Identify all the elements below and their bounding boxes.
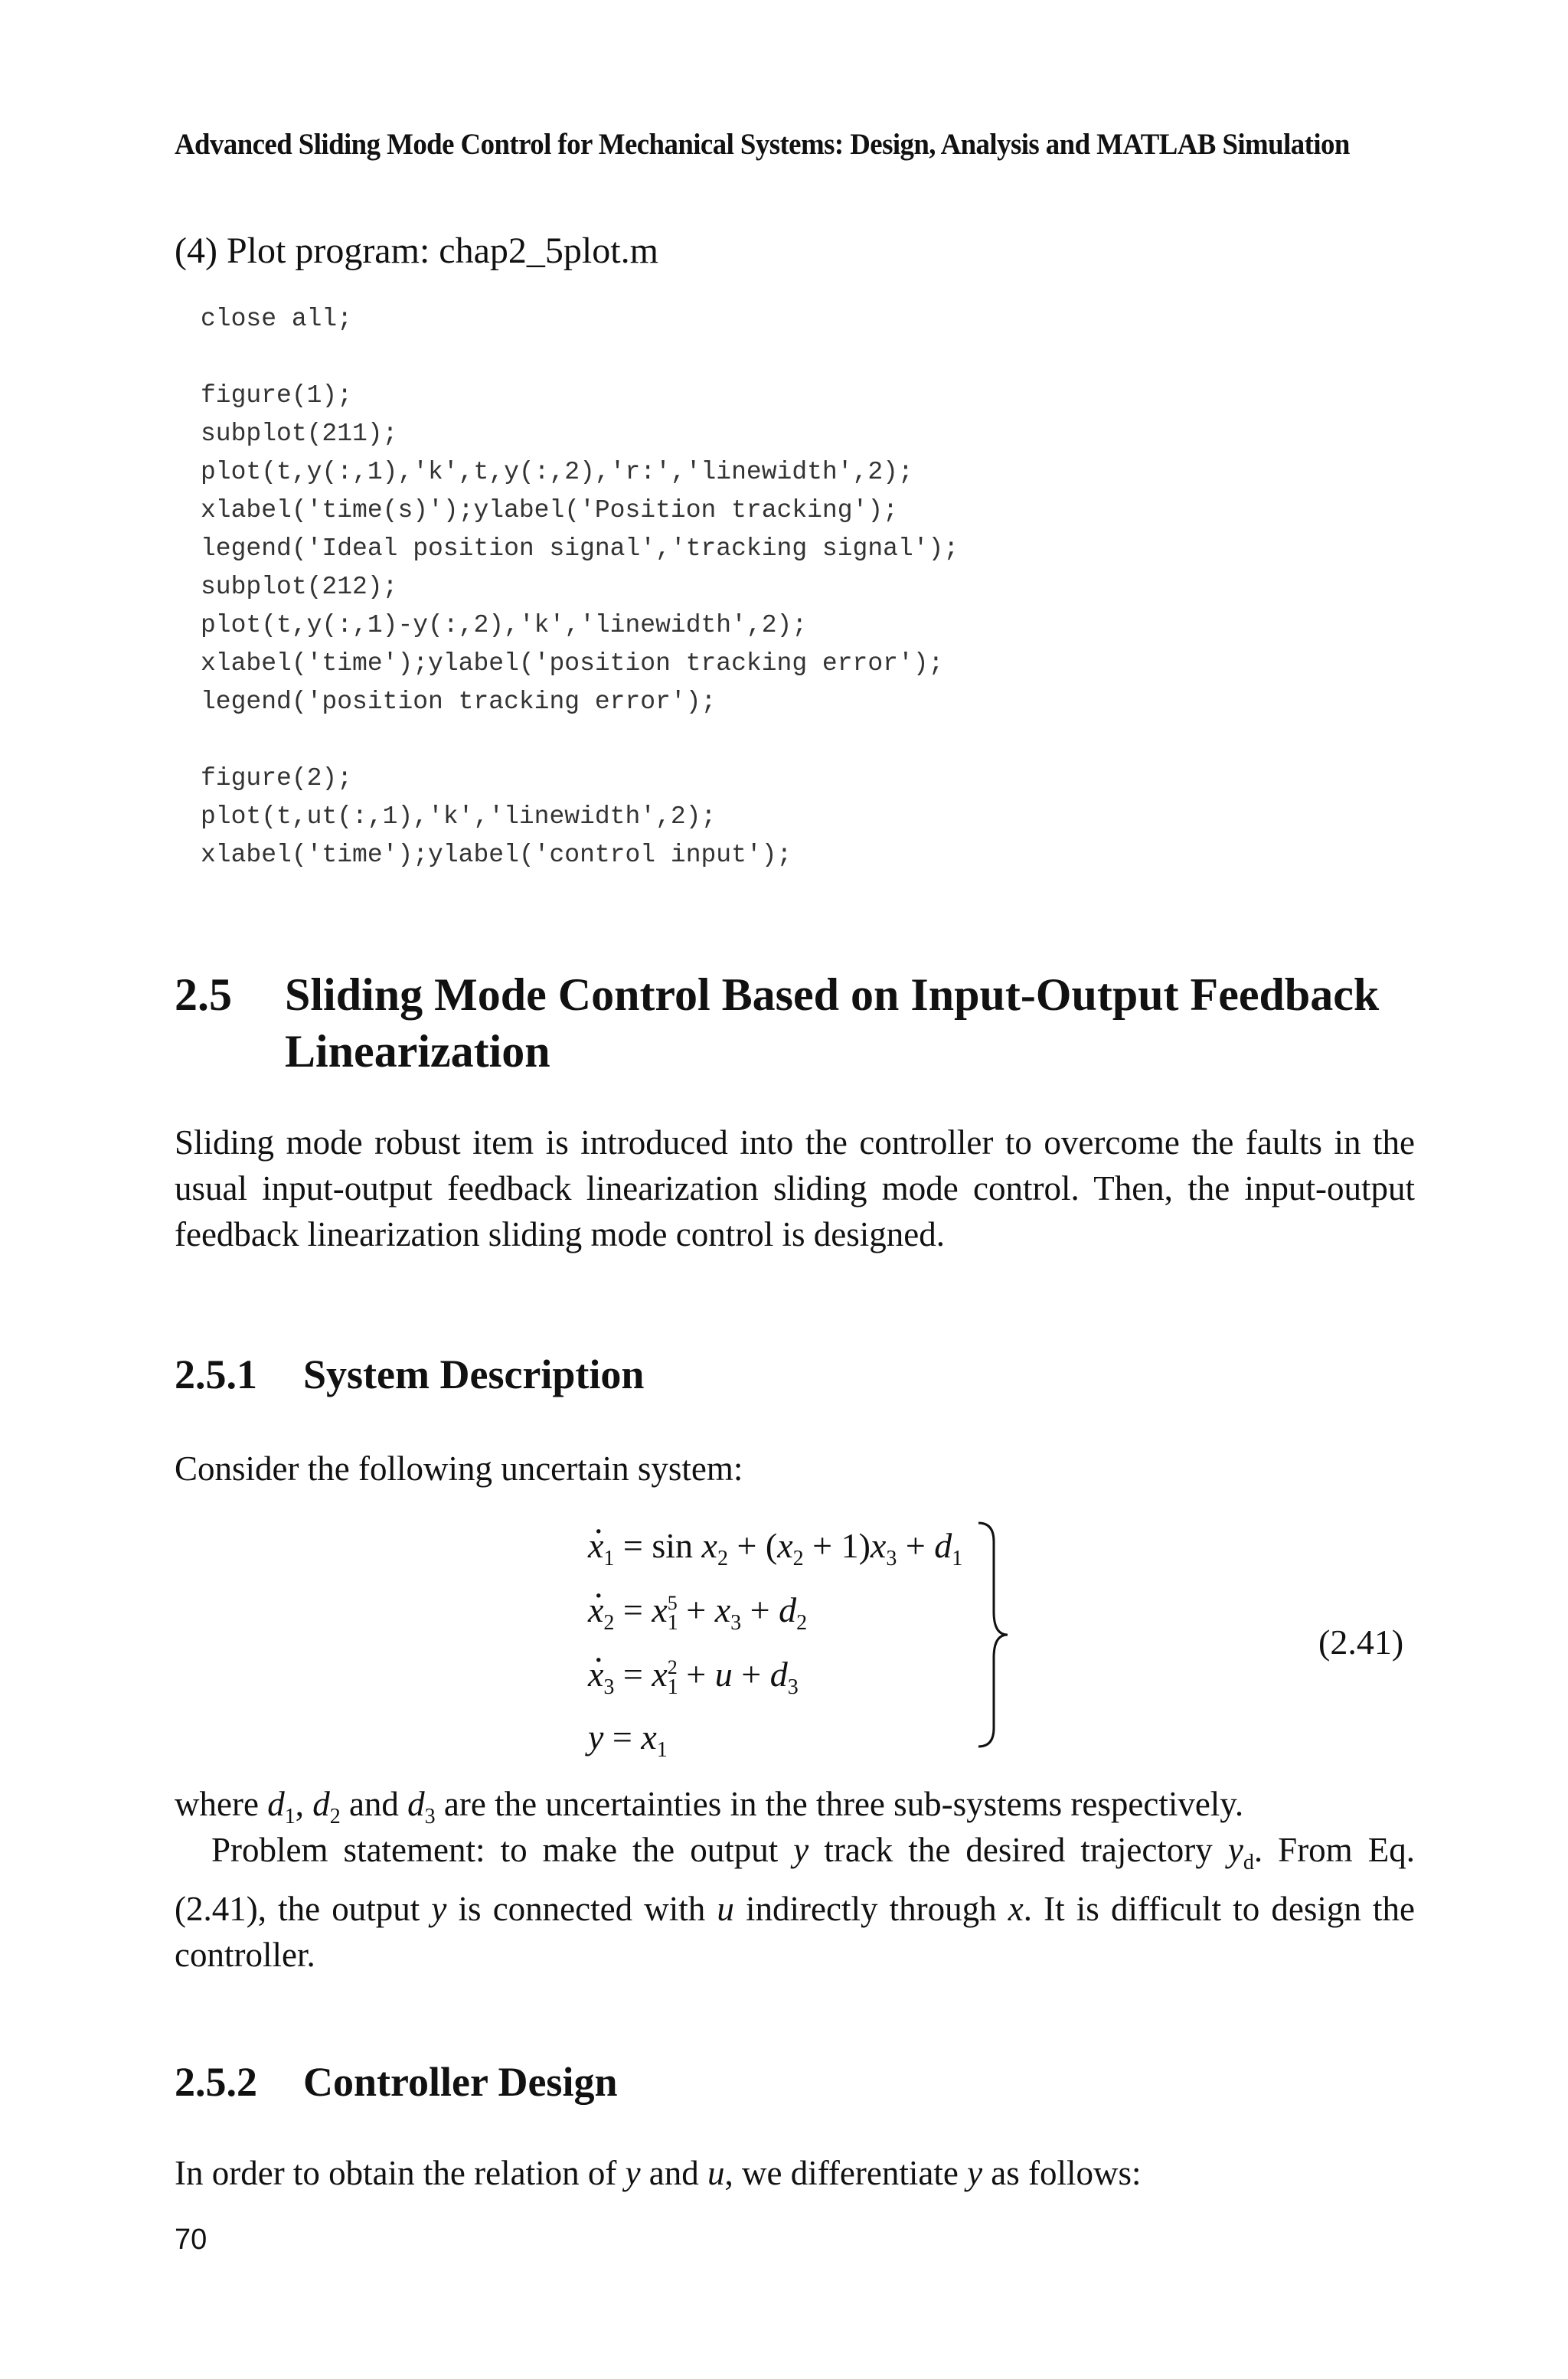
math-symbol: y <box>793 1831 809 1869</box>
math-symbol: y <box>625 2154 641 2192</box>
equation-line-1: . $x_1 = \sin x_2 + (x_2 + 1)x_3 + d_1$ <box>588 1525 962 1571</box>
running-header: Advanced Sliding Mode Control for Mechanical Systems: Design, Analysis and MATLAB Simulation <box>175 128 1350 161</box>
text-run: . From Eq. (2.41), the output <box>175 1831 1415 1928</box>
equation-line-2: . $x_2 = x_1^5 + x_3 + d_2$ <box>588 1590 807 1636</box>
text-run: Problem statement: to make the output <box>211 1831 794 1869</box>
section-intro-paragraph: Sliding mode robust item is introduced into the controller to overcome the faults in the usual input-output feedback linearization sliding mode control. Then, the input-output feedback linearization sliding mode control is designed. <box>175 1123 1415 1253</box>
text-run: as follows: <box>982 2154 1142 2192</box>
text-run: are the uncertainties in the three sub-systems respectively. <box>435 1785 1244 1823</box>
math-symbol: y <box>431 1890 447 1928</box>
equation-number: (2.41) <box>1318 1622 1404 1662</box>
plot-program-title: (4) Plot program: chap2_5plot.m <box>175 230 658 271</box>
controller-lead-sentence <box>175 2150 1415 2196</box>
subscript: 3 <box>424 1805 436 1828</box>
math-symbol: x <box>1008 1890 1024 1928</box>
math-symbol: u <box>717 1890 734 1928</box>
page-number: 70 <box>175 2224 207 2256</box>
subsection-number: 2.5.1 <box>175 1351 257 1397</box>
right-brace <box>972 1520 1018 1750</box>
subsection-title: Controller Design <box>303 2059 618 2105</box>
math-symbol: u <box>707 2154 725 2192</box>
problem-statement-paragraph <box>175 1827 1415 1978</box>
text-run: track the desired trajectory <box>808 1831 1228 1869</box>
subsection-title: System Description <box>303 1351 645 1397</box>
subsection-number: 2.5.2 <box>175 2059 257 2105</box>
section-title: Sliding Mode Control Based on Input-Output Feedback Linearization <box>285 969 1380 1077</box>
subscript: 1 <box>284 1805 296 1828</box>
math-symbol: d <box>312 1785 330 1823</box>
text-run: where <box>175 1785 268 1823</box>
text-run: In order to obtain the relation of <box>175 2154 626 2192</box>
matlab-code-block: close all; figure(1); subplot(211); plot(t,y(:,1),'k',t,y(:,2),'r:','linewidth',2); xlabel('time(s)');ylabel('Position tracking'); legend('Ideal position signal','tracking signal'); subplot(212); plot(t,y(:,1)-y(:,2),'k','linewidth',2); xlabel('time');ylabel('position tracking error'); legend('position tracking error'); figure(2); plot(t,ut(:,1),'k','linewidth',2); xlabel('time');ylabel('control input'); <box>201 305 959 869</box>
equation-line-4: $y = x_1$ <box>588 1717 668 1763</box>
math-symbol: d <box>407 1785 425 1823</box>
subscript: 2 <box>329 1805 341 1828</box>
math-symbol: d <box>267 1785 285 1823</box>
text-run: is connected with <box>446 1890 717 1928</box>
text-run: , <box>295 1785 313 1823</box>
equation-line-3: . $x_3 = x_1^2 + u + d_3$ <box>588 1654 799 1700</box>
text-run: indirectly through <box>733 1890 1008 1928</box>
subscript: d <box>1243 1851 1254 1874</box>
text-run: and <box>640 2154 708 2192</box>
text-run: . It is difficult to design the controller. <box>175 1890 1416 1974</box>
text-run: , we differentiate <box>724 2154 968 2192</box>
math-symbol: y <box>967 2154 983 2192</box>
math-symbol: y <box>1227 1831 1243 1869</box>
text-run: and <box>340 1785 408 1823</box>
system-lead-sentence: Consider the following uncertain system: <box>175 1449 743 1488</box>
section-number: 2.5 <box>175 969 232 1020</box>
